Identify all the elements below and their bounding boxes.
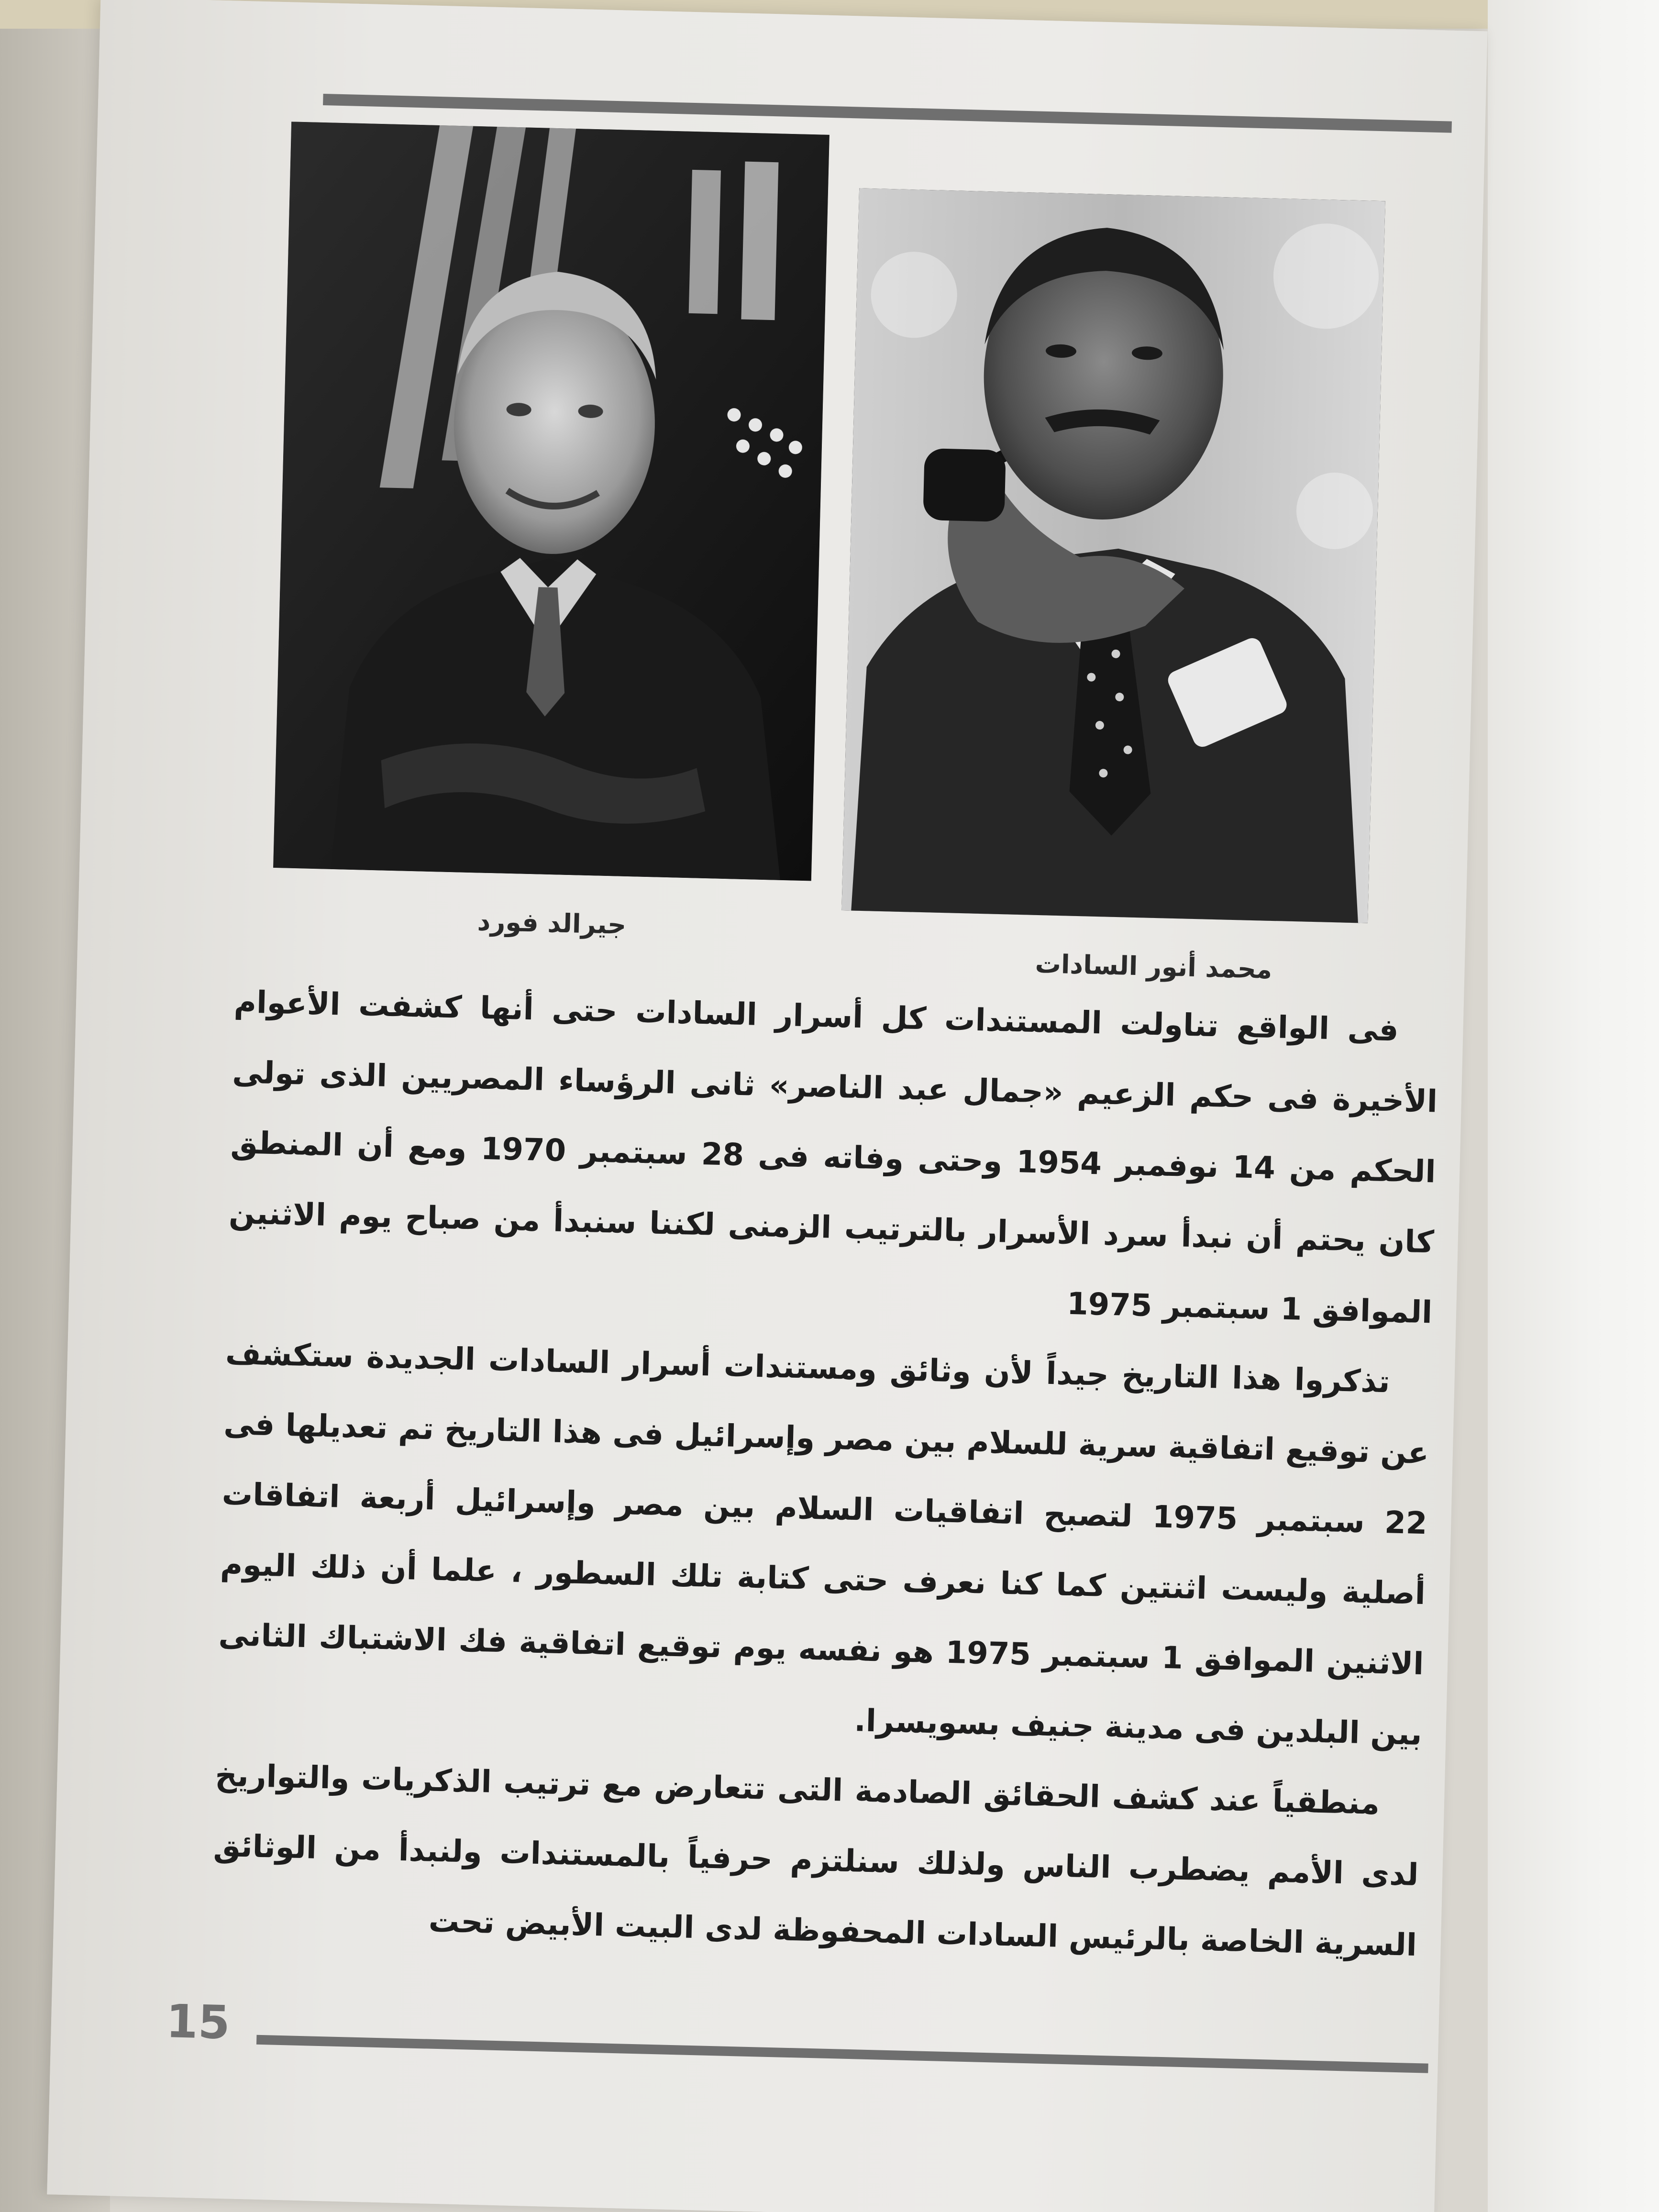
footer-rule [256, 2035, 1428, 2073]
sadat-portrait-photo [841, 188, 1385, 923]
portrait-photo-icon [273, 122, 830, 881]
sadat-caption: محمد أنور السادات [1035, 948, 1273, 985]
portrait-photo-icon [841, 188, 1385, 923]
paragraph: منطقياً عند كشف الحقائق الصادمة التى تتعارض مع ترتيب الذكريات والتواريخ لدى الأمم يضطرب الناس ولذلك سنلتزم حرفياً بالمستندات ولنبدأ من الوثائق السرية الخاصة بالرئيس السادات المحفوظة لدى البيت الأبيض تحت [213, 1758, 1419, 1963]
ford-portrait-photo [273, 122, 830, 881]
paragraph: فى الواقع تناولت المستندات كل أسرار السادات حتى أنها كشفت الأعوام الأخيرة فى حكم الزعيم «جمال عبد الناصر» ثانى الرؤساء المصريين الذى تولى الحكم من 14 نوفمبر 1954 وحتى وفاته فى 28 سبتمبر 1970 ومع أن المنطق كان يحتم أن نبدأ سرد الأسرار بالترتيب الزمنى لكننا سنبدأ من صباح يوم الاثنين الموافق 1 سبتمبر 1975 [228, 984, 1438, 1331]
paragraph: تذكروا هذا التاريخ جيداً لأن وثائق ومستندات أسرار السادات الجديدة ستكشف عن توقيع اتفاقية سرية للسلام بين مصر وإسرائيل فى هذا التاريخ تم تعديلها فى 22 سبتمبر 1975 لتصبح اتفاقيات السلام بين مصر وإسرائيل أربعة اتفاقات أصلية وليست اثنتين كما كنا نعرف حتى كتابة تلك السطور ، علما أن ذلك اليوم الاثنين الموافق 1 سبتمبر 1975 هو نفسه يوم توقيع اتفاقية فك الاشتباك الثانى بين البلدين فى مدينة جنيف بسويسرا. [218, 1336, 1429, 1753]
facing-page-edge [1488, 0, 1659, 2212]
page-number: 15 [165, 1994, 231, 2050]
body-text [211, 967, 1440, 1981]
book-page [47, 0, 1487, 2212]
ford-caption: جيرالد فورد [477, 906, 627, 940]
